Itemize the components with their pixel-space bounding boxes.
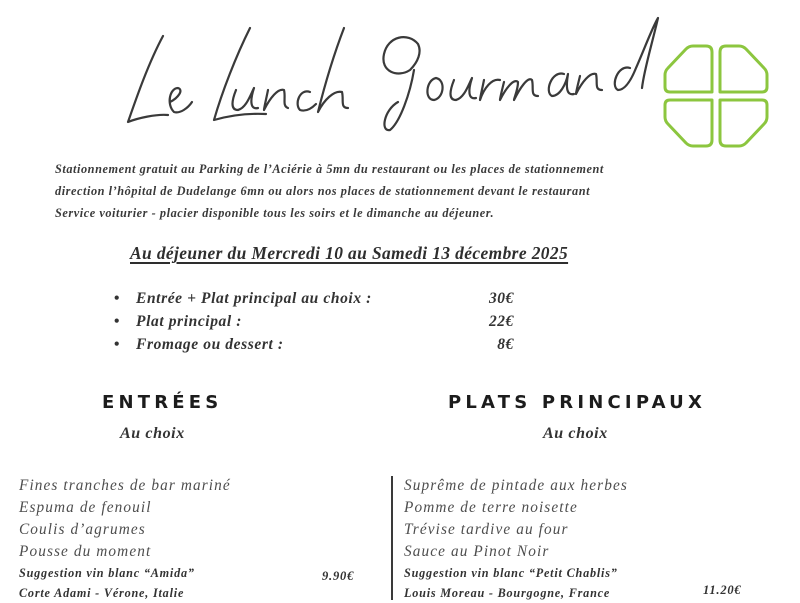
parking-info	[55, 158, 795, 224]
date-heading: Au déjeuner du Mercredi 10 au Samedi 13 décembre 2025	[130, 243, 569, 263]
menu-title	[118, 14, 678, 134]
four-leaf-clover-icon	[662, 42, 770, 150]
info-line: direction l’hôpital de Dudelange 6mn ou alors nos places de stationnement devant le restaurant	[55, 184, 591, 198]
dish-item: Espuma de fenouil	[19, 499, 152, 516]
plats-subtitle: Au choix	[543, 425, 608, 442]
price-label: Plat principal :	[136, 313, 243, 330]
dish-item: Trévise tardive au four	[404, 521, 569, 538]
wine-origin: Louis Moreau - Bourgogne, France	[404, 586, 611, 600]
dish-item: Pousse du moment	[19, 543, 152, 560]
dish-item: Pomme de terre noisette	[404, 499, 578, 516]
bullet-icon: •	[114, 336, 121, 353]
info-line: Service voiturier - placier disponible tous les soirs et le dimanche au déjeuner.	[55, 206, 495, 220]
dish-item: Sauce au Pinot Noir	[404, 543, 550, 560]
dish-item: Coulis d’agrumes	[19, 521, 146, 538]
column-divider	[391, 476, 393, 600]
price-amount: 22€	[488, 313, 514, 330]
info-line: Stationnement gratuit au Parking de l’Aciérie à 5mn du restaurant ou les places de stationnement	[55, 162, 604, 176]
price-item	[114, 313, 514, 336]
wine-suggestion: Suggestion vin blanc “Petit Chablis”	[404, 566, 618, 580]
price-label: Fromage ou dessert :	[136, 336, 284, 353]
bullet-icon: •	[114, 313, 121, 330]
entrees-heading: ENTRÉES	[102, 392, 223, 413]
wine-suggestion: Suggestion vin blanc “Amida”	[19, 566, 195, 580]
price-amount: 30€	[488, 290, 514, 307]
price-amount: 8€	[497, 336, 514, 353]
price-label: Entrée + Plat principal au choix :	[136, 290, 372, 307]
bullet-icon: •	[114, 290, 121, 307]
dish-item: Suprême de pintade aux herbes	[404, 477, 628, 494]
wine-price: 11.20€	[703, 583, 742, 597]
dish-item: Fines tranches de bar mariné	[19, 477, 231, 494]
entrees-subtitle: Au choix	[120, 425, 185, 442]
price-item	[114, 336, 514, 359]
wine-origin: Corte Adami - Vérone, Italie	[19, 586, 185, 600]
price-item	[114, 290, 514, 313]
price-list	[114, 290, 514, 359]
wine-price: 9.90€	[322, 569, 355, 583]
plats-heading: PLATS PRINCIPAUX	[448, 392, 707, 413]
